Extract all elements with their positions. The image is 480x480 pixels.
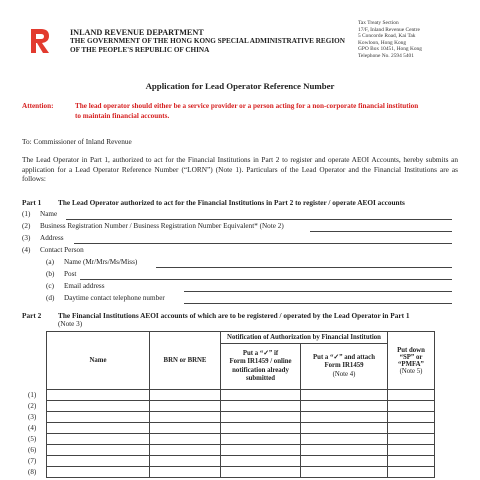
row-number: (1) — [28, 391, 37, 399]
submitted-line: Form IR1459 / online — [229, 358, 292, 365]
sp-pmfa-line: Put down — [397, 346, 425, 354]
cell-brn[interactable] — [150, 456, 221, 467]
address-line: Kowloon, Hong Kong — [358, 39, 407, 46]
table-row — [47, 412, 435, 423]
row-number: (8) — [28, 468, 37, 476]
sp-pmfa-line: (Note 5) — [399, 367, 423, 375]
attention-text — [75, 102, 465, 121]
office-address — [358, 20, 422, 60]
address-line: 17/F, Inland Revenue Centre — [358, 26, 420, 33]
part2-title: The Financial Institutions AEOI accounts of which are to be registered / operated by the Lead Operator in Part 1 — [58, 311, 410, 320]
part1-item-num: (4) — [22, 246, 31, 254]
cell-submitted[interactable] — [221, 390, 301, 401]
form-title: Application for Lead Operator Reference Number — [145, 81, 335, 91]
dept-line3: OF THE PEOPLE'S REPUBLIC OF CHINA — [70, 46, 210, 54]
table-row — [47, 390, 435, 401]
row-number: (6) — [28, 446, 37, 454]
contact-sub-label: Email address — [64, 282, 105, 290]
cell-submitted[interactable] — [221, 445, 301, 456]
col-header-attach — [301, 344, 388, 390]
cell-brn[interactable] — [150, 390, 221, 401]
table-row — [47, 401, 435, 412]
cell-submitted[interactable] — [221, 423, 301, 434]
table-row — [47, 456, 435, 467]
cell-sp-pmfa[interactable] — [388, 434, 435, 445]
part2-note: (Note 3) — [58, 320, 83, 328]
cell-brn[interactable] — [150, 401, 221, 412]
cell-name[interactable] — [47, 434, 150, 445]
address-line: GPO Box 10451, Hong Kong — [358, 46, 422, 53]
address-line: 5 Concorde Road, Kai Tak — [358, 33, 416, 40]
contact-sub-num: (c) — [46, 282, 54, 290]
brn-field[interactable] — [310, 231, 452, 232]
row-number: (2) — [28, 402, 37, 410]
attach-line: (Note 4) — [332, 370, 356, 378]
department-name — [70, 28, 345, 55]
cell-name[interactable] — [47, 401, 150, 412]
attention-line2: to maintain financial accounts. — [75, 111, 170, 120]
table-row — [47, 434, 435, 445]
col-header-sp-pmfa — [388, 332, 435, 390]
cell-name[interactable] — [47, 467, 150, 478]
table-row — [47, 467, 435, 478]
cell-submitted[interactable] — [221, 401, 301, 412]
cell-sp-pmfa[interactable] — [388, 445, 435, 456]
sp-pmfa-line: “PMFA” — [398, 360, 424, 368]
cell-brn[interactable] — [150, 445, 221, 456]
sp-pmfa-line: “SP” or — [399, 353, 423, 361]
address-line: Tax Treaty Section — [358, 20, 399, 26]
contact-sub-num: (a) — [46, 258, 54, 266]
cell-attach[interactable] — [301, 456, 388, 467]
col-header-notification: Notification of Authorization by Financial Institution — [221, 332, 388, 344]
part1-item-label: Contact Person — [40, 246, 84, 254]
part2-number: Part 2 — [22, 311, 42, 320]
cell-submitted[interactable] — [221, 467, 301, 478]
intro-paragraph: The Lead Operator in Part 1, authorized to act for the Financial Institutions in Part 2 to register and operate AEOI Accounts, hereby submits an application for a Lead Operator Reference Number (“LORN”) (Note 1). Particulars of the Lead Operator and the Financial Institutions are as follows: — [22, 155, 458, 183]
cell-submitted[interactable] — [221, 412, 301, 423]
cell-sp-pmfa[interactable] — [388, 401, 435, 412]
cell-brn[interactable] — [150, 467, 221, 478]
contact-sub-label: Daytime contact telephone number — [64, 294, 165, 302]
cell-brn[interactable] — [150, 434, 221, 445]
cell-sp-pmfa[interactable] — [388, 423, 435, 434]
contact-sub-num: (b) — [46, 270, 55, 278]
attach-line: Put a “✓” and attach — [313, 353, 375, 361]
part1-item-num: (3) — [22, 234, 31, 242]
table-row — [47, 445, 435, 456]
dept-line2: THE GOVERNMENT OF THE HONG KONG SPECIAL ADMINISTRATIVE REGION — [70, 37, 345, 45]
contact-sub-label: Name (Mr/Mrs/Ms/Miss) — [64, 258, 138, 266]
part1-item-num: (2) — [22, 222, 31, 230]
cell-sp-pmfa[interactable] — [388, 412, 435, 423]
cell-sp-pmfa[interactable] — [388, 467, 435, 478]
cell-attach[interactable] — [301, 390, 388, 401]
part1-title: The Lead Operator authorized to act for the Financial Institutions in Part 2 to register / operate AEOI accounts — [58, 198, 405, 207]
cell-attach[interactable] — [301, 401, 388, 412]
cell-attach[interactable] — [301, 412, 388, 423]
name-field[interactable] — [66, 219, 452, 220]
ird-logo-icon — [29, 27, 51, 55]
address-line: Telephone No. 2594 5401 — [358, 52, 414, 59]
attention-label: Attention: — [22, 102, 54, 110]
cell-attach[interactable] — [301, 467, 388, 478]
cell-name[interactable] — [47, 412, 150, 423]
cell-sp-pmfa[interactable] — [388, 456, 435, 467]
contact-sub-num: (d) — [46, 294, 55, 302]
cell-name[interactable] — [47, 445, 150, 456]
attention-line1: The lead operator should either be a service provider or a person acting for a non-corporate financial institution — [75, 102, 419, 110]
cell-brn[interactable] — [150, 412, 221, 423]
cell-attach[interactable] — [301, 423, 388, 434]
cell-name[interactable] — [47, 423, 150, 434]
table-row — [47, 423, 435, 434]
col-header-submitted — [221, 344, 301, 390]
cell-attach[interactable] — [301, 445, 388, 456]
row-number: (5) — [28, 435, 37, 443]
row-number: (4) — [28, 424, 37, 432]
financial-institutions-table — [46, 331, 435, 478]
contact-name-field[interactable] — [156, 267, 452, 268]
attach-line: Form IR1459 — [324, 362, 364, 370]
contact-sub-label: Post — [64, 270, 77, 278]
part1-number: Part 1 — [22, 198, 42, 207]
cell-brn[interactable] — [150, 423, 221, 434]
submitted-line: Put a “✓” if — [242, 349, 279, 357]
cell-sp-pmfa[interactable] — [388, 390, 435, 401]
cell-name[interactable] — [47, 390, 150, 401]
dept-line1: INLAND REVENUE DEPARTMENT — [70, 28, 204, 37]
col-header-name: Name — [47, 332, 150, 390]
row-number: (7) — [28, 457, 37, 465]
cell-name[interactable] — [47, 456, 150, 467]
addressee: To: Commissioner of Inland Revenue — [22, 137, 132, 146]
row-number: (3) — [28, 413, 37, 421]
col-header-brn: BRN or BRNE — [150, 332, 221, 390]
part1-item-label: Address — [40, 234, 64, 242]
email-field[interactable] — [184, 291, 452, 292]
cell-submitted[interactable] — [221, 434, 301, 445]
post-field[interactable] — [80, 279, 452, 280]
part1-item-label: Business Registration Number / Business Registration Number Equivalent* (Note 2) — [40, 222, 284, 230]
part1-item-label: Name — [40, 210, 58, 218]
telephone-field[interactable] — [184, 303, 452, 304]
submitted-line: submitted — [245, 375, 276, 382]
cell-submitted[interactable] — [221, 456, 301, 467]
part1-item-num: (1) — [22, 210, 31, 218]
cell-attach[interactable] — [301, 434, 388, 445]
address-field[interactable] — [74, 243, 452, 244]
submitted-line: notification already — [232, 366, 289, 374]
